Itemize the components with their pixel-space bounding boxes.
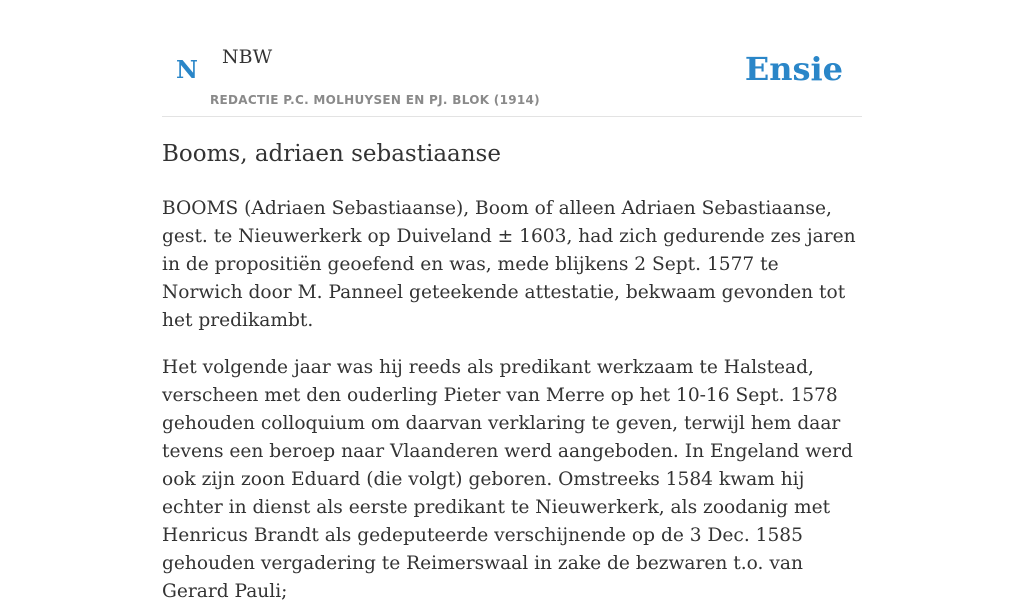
entry-paragraph: Het volgende jaar was hij reeds als predikant werkzaam te Halstead, verscheen met den ouderling Pieter van Merre op het 10-16 Sept. 1578 gehouden colloquium om daarvan verklaring te geven, terwijl hem daar tevens een beroep naar Vlaanderen werd aangeboden. In Engeland werd ook zijn zoon Eduard (die volgt) geboren. Omstreeks 1584 kwam hij echter in dienst als eerste predikant te Nieuwerkerk, als zoodanig met Henricus Brandt als gedeputeerde verschijnende op de 3 Dec. 1585 gehouden vergadering te Reimerswaal in zake de bezwaren t.o. van Gerard Pauli; xyxy=(162,357,853,602)
book-title[interactable]: NBW xyxy=(222,46,273,68)
header xyxy=(162,0,862,117)
book-logo[interactable]: N xyxy=(176,55,198,84)
entry-title: Booms, adriaen sebastiaanse xyxy=(162,141,501,167)
page xyxy=(162,0,862,606)
entry-paragraph: BOOMS (Adriaen Sebastiaanse), Boom of alleen Adriaen Sebastiaanse, gest. te Nieuwerkerk op Duiveland ± 1603, had zich gedurende zes jaren in de propositiën geoefend en was, mede blijkens 2 Sept. 1577 te Norwich door M. Panneel geteekende attestatie, bekwaam gevonden tot het predikambt. xyxy=(162,198,856,331)
book-subtitle: REDACTIE P.C. MOLHUYSEN EN PJ. BLOK (1914) xyxy=(210,93,540,107)
brand-logo[interactable]: Ensie xyxy=(744,50,843,88)
